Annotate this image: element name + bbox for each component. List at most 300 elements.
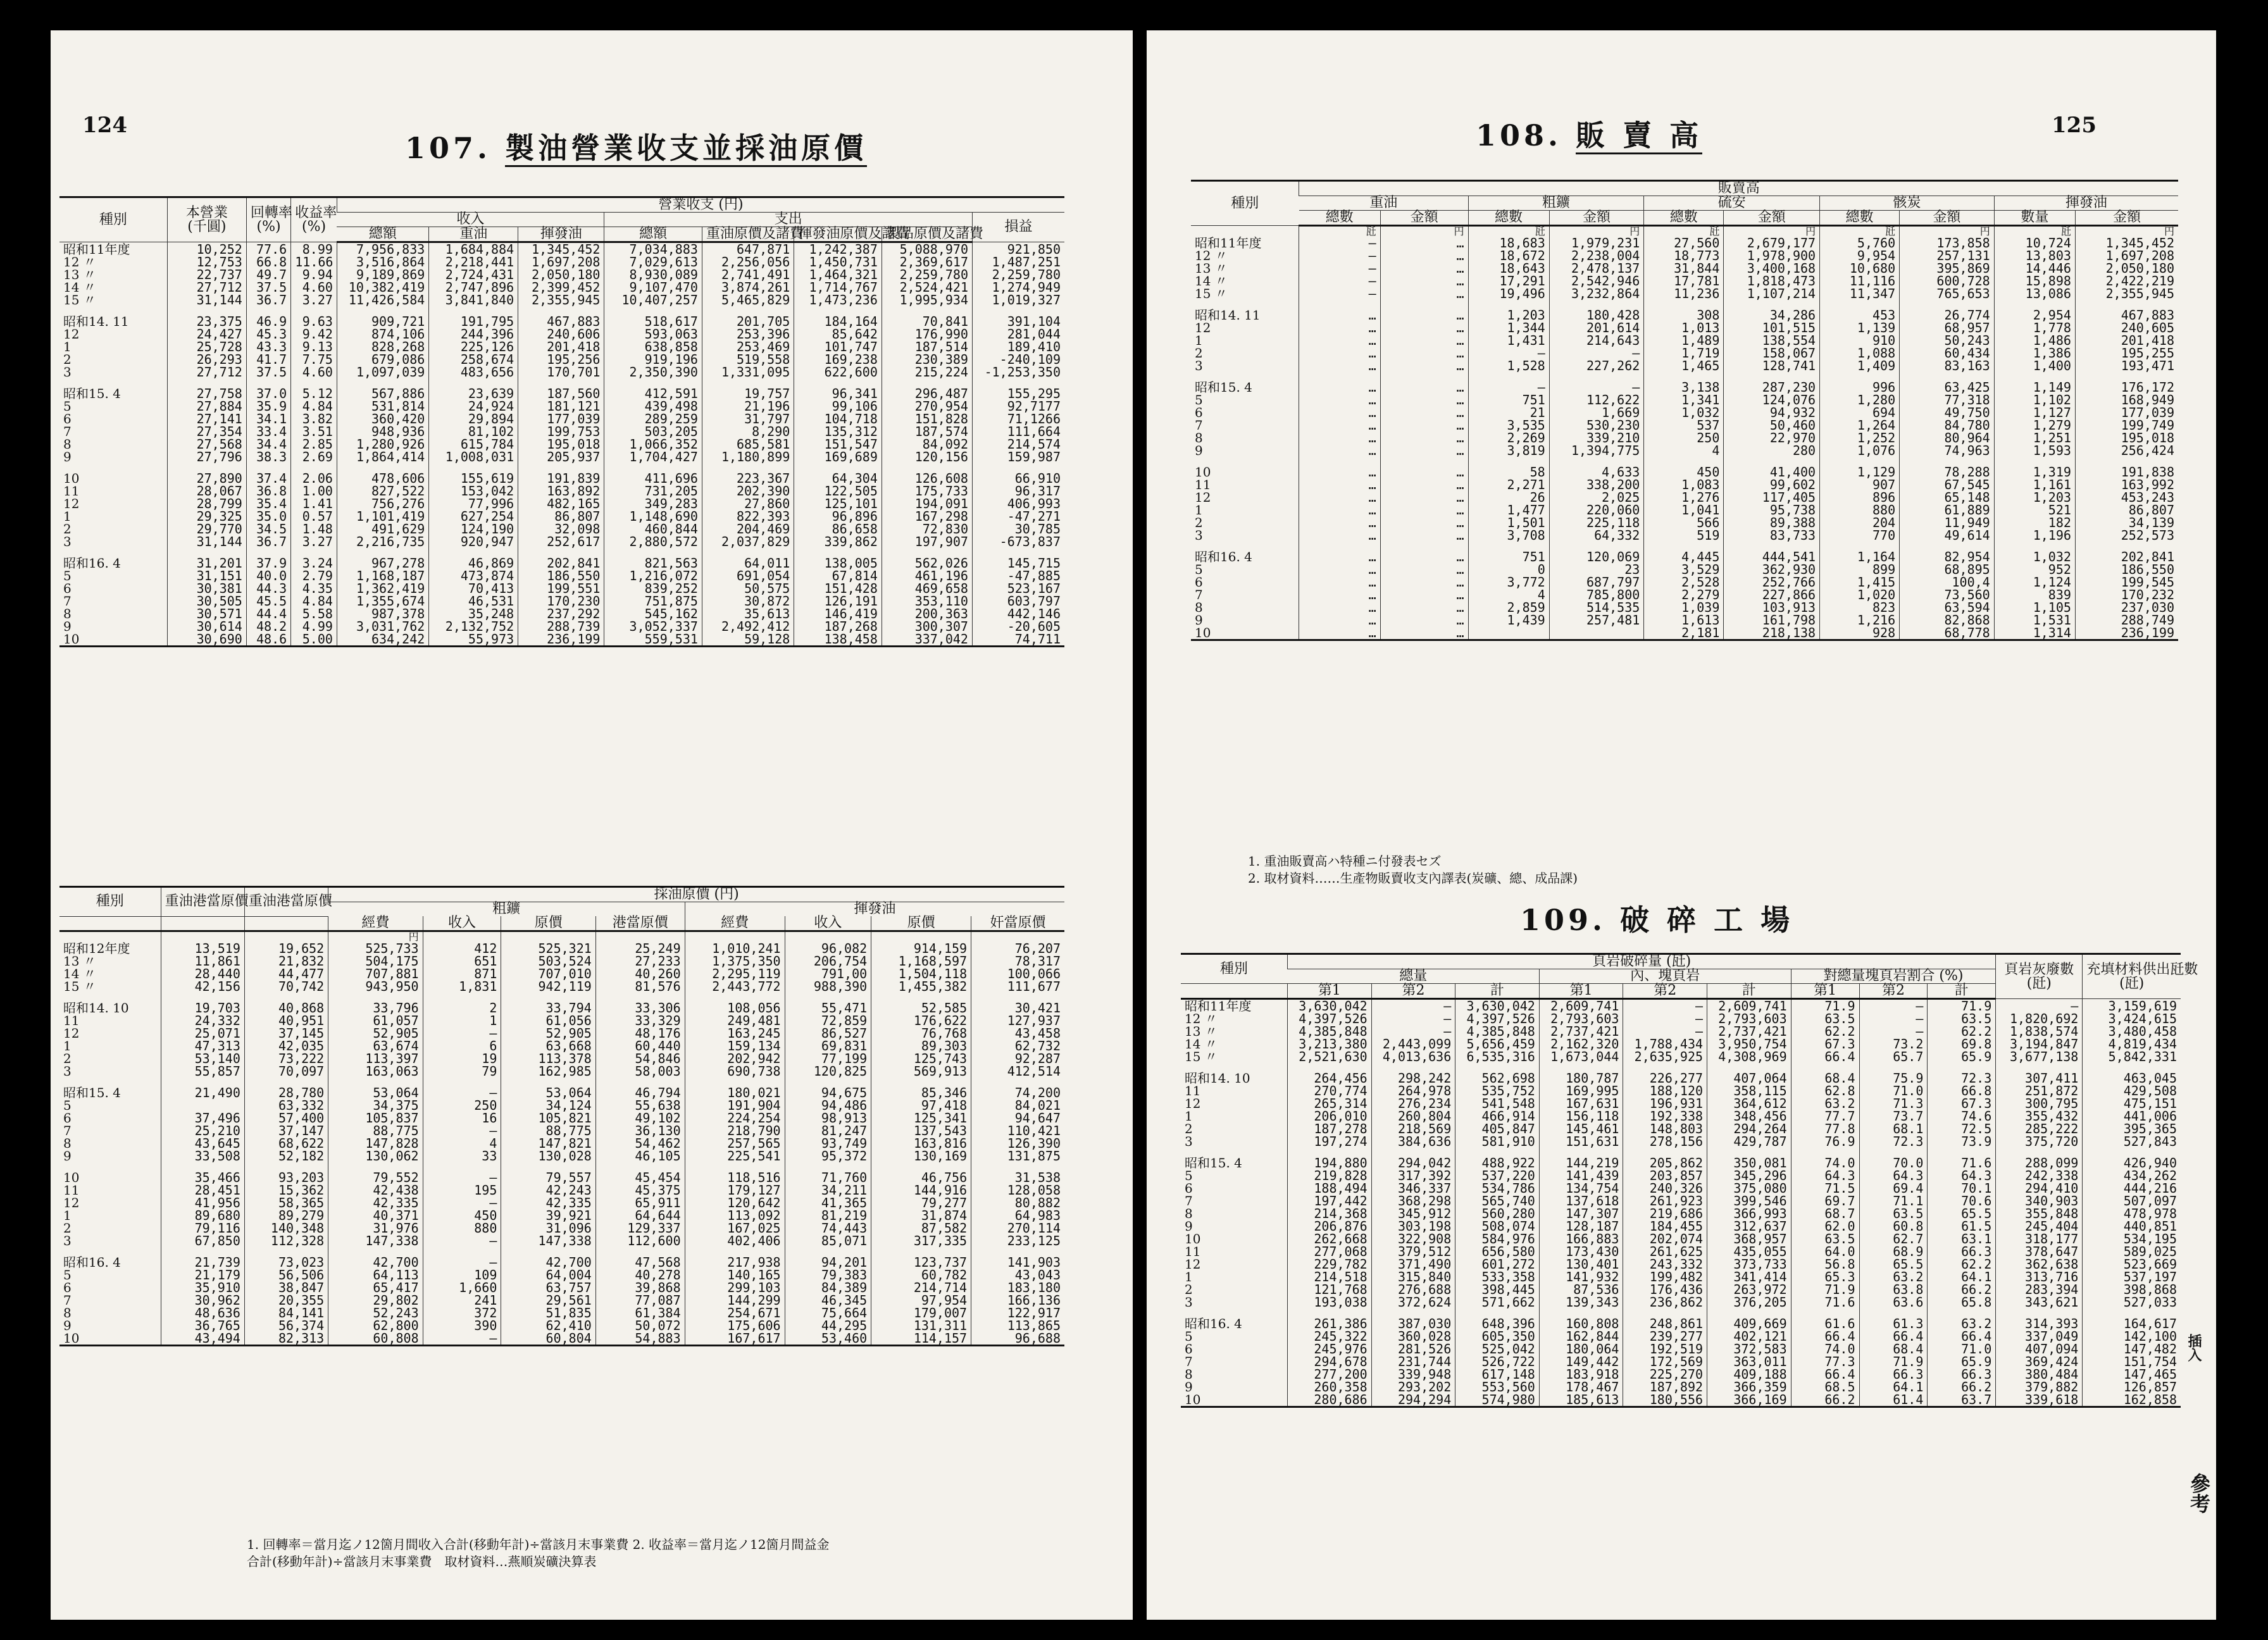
table-cell: 527,843 (2083, 1135, 2181, 1148)
table-row (1191, 478, 2178, 491)
table-cell: 61.3 (1859, 1308, 1928, 1330)
table-cell: 101,747 (794, 340, 882, 353)
col-1: 第1 (1791, 984, 1859, 999)
table-cell: … (1380, 262, 1468, 275)
table-cell: 537,197 (2083, 1270, 2181, 1283)
h-inner: 內、塊頁岩 (1539, 969, 1791, 984)
table-cell: 10,724 (1994, 237, 2075, 249)
table-row (1191, 516, 2178, 529)
table-cell: 21,196 (702, 400, 794, 413)
table-cell: 69,831 (785, 1040, 871, 1052)
table-cell: 337,042 (882, 633, 972, 647)
table-row (59, 366, 1064, 378)
row-label: 11 (63, 1013, 80, 1028)
table-cell: 1,673,044 (1539, 1050, 1623, 1063)
table-row (1191, 444, 2178, 457)
table-cell: 4,397,526 (1288, 1012, 1372, 1025)
table-cell: 601,272 (1455, 1258, 1540, 1270)
table-cell: 55,857 (161, 1065, 244, 1078)
table-cell: 7.75 (291, 353, 337, 366)
table-cell: 909,721 (337, 306, 428, 328)
footnote-line: 合計(移動年計)÷當該月末事業費 取材資料…燕順炭礦決算表 (247, 1554, 597, 1569)
table-cell: 2.06 (291, 463, 337, 485)
table-cell: 1,097,039 (337, 366, 428, 378)
table-cell: 1,820,692 (1996, 1012, 2083, 1025)
table-cell: 4.35 (291, 582, 337, 595)
table-cell: 1,127 (1994, 406, 2075, 419)
table-cell: 229,782 (1288, 1258, 1372, 1270)
table-cell: 434,262 (2083, 1169, 2181, 1182)
table-cell: 151,754 (2083, 1355, 2181, 1368)
table-cell: 412 (423, 942, 501, 955)
table-cell: 87,582 (871, 1222, 971, 1234)
table-title-text: 製油營業收支並採油原價 (505, 131, 867, 167)
table-cell: 2.85 (291, 438, 337, 450)
row-label: 5 (63, 1098, 72, 1113)
table-cell: 96,341 (794, 378, 882, 400)
table-cell: 206,010 (1288, 1110, 1372, 1122)
table-cell: 68.5 (1791, 1381, 1859, 1393)
table-row (1181, 1296, 2181, 1308)
table-cell: 52,243 (328, 1307, 423, 1319)
table-cell: 39,921 (501, 1209, 595, 1222)
footnote-line: 1. 重油販賣高ハ特種ニ付發表セズ (1248, 854, 1442, 869)
table-cell: 345,912 (1371, 1207, 1455, 1220)
table-cell: 257,565 (685, 1137, 785, 1150)
table-cell: 2,679,177 (1724, 237, 1820, 249)
table-cell: 339,210 (1549, 432, 1644, 444)
table-cell: 387,030 (1371, 1308, 1455, 1330)
table-cell: 68,622 (244, 1137, 328, 1150)
table-cell: 584,976 (1455, 1233, 1540, 1245)
table-row (1181, 1220, 2181, 1233)
table-cell: 258,674 (429, 353, 518, 366)
table-cell: 37,496 (161, 1112, 244, 1124)
table-row (59, 967, 1064, 980)
table-cell: 131,875 (971, 1150, 1064, 1162)
table-row (59, 1124, 1064, 1137)
table-row (59, 1332, 1064, 1346)
table-cell: 407,064 (1707, 1063, 1791, 1084)
table-cell: 195,255 (2075, 347, 2178, 359)
table-cell: 3,708 (1468, 529, 1549, 542)
table-cell: 29,561 (501, 1294, 595, 1307)
table-cell: 73.9 (1928, 1135, 1996, 1148)
row-label: 7 (1195, 418, 1203, 433)
table-cell: 346,337 (1371, 1182, 1455, 1195)
table-cell: 1,431 (1468, 334, 1549, 347)
table-row (1181, 1038, 2181, 1050)
group-header: 販賣高 (1299, 181, 2178, 196)
table-cell: 1,486 (1994, 334, 2075, 347)
table-cell: 300,307 (882, 620, 972, 633)
table-cell: 82,313 (244, 1332, 328, 1346)
table-cell: 3,950,754 (1707, 1038, 1791, 1050)
table-cell: 70.1 (1928, 1182, 1996, 1195)
table-cell: 80,882 (971, 1196, 1064, 1209)
table-cell: 1,487,251 (972, 256, 1064, 268)
table-cell: 1,439 (1468, 614, 1549, 626)
row-label: 5 (63, 1267, 72, 1283)
table-cell: 756,276 (337, 497, 428, 510)
row-label: 1 (63, 509, 72, 524)
table-cell: 30,381 (167, 582, 246, 595)
table-cell: 928 (1820, 626, 1900, 640)
table-cell: 707,881 (328, 967, 423, 980)
unit-cell: 円 (1724, 226, 1820, 237)
table-cell: — (423, 1162, 501, 1184)
table-cell: 2,050,180 (518, 268, 604, 281)
table-cell: 180,787 (1539, 1063, 1623, 1084)
table-cell: 322,908 (1371, 1233, 1455, 1245)
table-cell: 122,917 (971, 1307, 1064, 1319)
table-cell: 22,970 (1724, 432, 1820, 444)
table-cell: 44,295 (785, 1319, 871, 1332)
table-cell: 751 (1468, 394, 1549, 406)
table-cell: 155,295 (972, 378, 1064, 400)
table-cell: 2,216,735 (337, 535, 428, 548)
table-cell: 42,335 (328, 1196, 423, 1209)
table-cell: 412,591 (604, 378, 702, 400)
table-cell: 11,236 (1644, 287, 1724, 300)
table-cell: … (1380, 542, 1468, 563)
table-cell: 215,224 (882, 366, 972, 378)
table-cell: 170,230 (518, 595, 604, 607)
table-cell: 173,430 (1539, 1245, 1623, 1258)
table-cell: 72.3 (1928, 1063, 1996, 1084)
table-cell: … (1380, 334, 1468, 347)
table-cell: 31,874 (871, 1209, 971, 1222)
row-label: 1 (63, 339, 72, 354)
table-cell: 27,141 (167, 413, 246, 425)
col-crude-port-cost: 重油港當原價 (161, 887, 244, 917)
table-cell: 294,294 (1371, 1393, 1455, 1407)
table-cell: 31,151 (167, 569, 246, 582)
table-cell: 121,768 (1288, 1283, 1372, 1296)
table-cell: 166,136 (971, 1294, 1064, 1307)
table-row (59, 463, 1064, 485)
row-label: 昭和16. 4 (63, 1255, 121, 1270)
table-cell: 467,883 (2075, 300, 2178, 321)
table-row (59, 1112, 1064, 1124)
table-cell: 363,011 (1707, 1355, 1791, 1368)
table-cell: 910 (1820, 334, 1900, 347)
table-cell: 53,064 (328, 1078, 423, 1099)
table-cell: 277,068 (1288, 1245, 1372, 1258)
table-cell: 294,042 (1371, 1148, 1455, 1169)
table-cell: 68.7 (1791, 1207, 1859, 1220)
table-cell: … (1380, 504, 1468, 516)
table-cell: 369,424 (1996, 1355, 2083, 1368)
table-cell: … (1380, 300, 1468, 321)
table-cell: 372,583 (1707, 1343, 1791, 1355)
table-cell: 3.27 (291, 294, 337, 306)
table-row (1191, 601, 2178, 614)
table-cell: … (1299, 614, 1380, 626)
table-cell: -20,605 (972, 620, 1064, 633)
table-cell: 159,987 (972, 450, 1064, 463)
table-cell: 77,318 (1900, 394, 1995, 406)
table-cell: … (1299, 588, 1380, 601)
table-cell: 214,368 (1288, 1207, 1372, 1220)
row-label: 11 (1185, 1244, 1201, 1259)
table-cell: 1,148,690 (604, 510, 702, 523)
table-cell: 37.4 (246, 463, 290, 485)
table-cell: 1,203 (1994, 491, 2075, 504)
table-row (1191, 576, 2178, 588)
table-cell: … (1380, 529, 1468, 542)
row-label: 昭和15. 4 (63, 386, 121, 401)
row-label: 昭和14. 11 (1195, 308, 1261, 323)
table-row (59, 535, 1064, 548)
table-cell: 101,515 (1724, 321, 1820, 334)
col-sum: 計 (1928, 984, 1996, 999)
table-cell: 1,697,208 (2075, 249, 2178, 262)
table-cell: 391,104 (972, 306, 1064, 328)
table-cell: 24,332 (161, 1014, 244, 1027)
table-cell: 366,359 (1707, 1381, 1791, 1393)
table-cell: 57,400 (244, 1112, 328, 1124)
table-cell: 70,097 (244, 1065, 328, 1078)
table-cell: 192,338 (1623, 1110, 1707, 1122)
col-2: 第2 (1859, 984, 1928, 999)
table-cell: 86,807 (2075, 504, 2178, 516)
row-label: 5 (1185, 1168, 1193, 1183)
table-row (59, 438, 1064, 450)
table-cell: 50,243 (1900, 334, 1995, 347)
table-cell: 64,011 (702, 548, 794, 569)
table-cell: 46,756 (871, 1162, 971, 1184)
col-port-cost: 港當原價 (595, 916, 685, 931)
table-cell: 77,199 (785, 1052, 871, 1065)
table-cell: 3,535 (1468, 419, 1549, 432)
row-label: 10 (63, 1170, 80, 1185)
col-qty: 總數 (1820, 211, 1900, 226)
table-cell: 34.5 (246, 523, 290, 535)
table-cell: 1,314 (1994, 626, 2075, 640)
col-turnover: 回轉率 (%) (246, 197, 290, 242)
table-cell: 65.5 (1928, 1207, 1996, 1220)
table-cell: 30,614 (167, 620, 246, 633)
table-cell: 249,481 (685, 1014, 785, 1027)
table-cell: 2,747,896 (429, 281, 518, 294)
table-number: 107. (405, 131, 492, 165)
table-cell: 2,542,946 (1549, 275, 1644, 287)
table-cell: 34,139 (2075, 516, 2178, 529)
table-cell: 168,949 (2075, 394, 2178, 406)
table-cell: 37.5 (246, 366, 290, 378)
table-cell: — (1996, 999, 2083, 1013)
table-row (59, 1184, 1064, 1196)
table-cell: 303,198 (1371, 1220, 1455, 1233)
table-cell: 40.0 (246, 569, 290, 582)
table-107-income (59, 196, 1064, 647)
left-page (51, 30, 1133, 1620)
table-cell: 450 (423, 1209, 501, 1222)
col-heavy-port-cost: 重油港當原價 (244, 887, 328, 917)
table-cell: 173,858 (1900, 237, 1995, 249)
row-label: 11 (1195, 477, 1211, 492)
table-cell: -240,109 (972, 353, 1064, 366)
table-cell: 156,118 (1539, 1110, 1623, 1122)
table-cell: 366,993 (1707, 1207, 1791, 1220)
table-cell: 70,841 (882, 306, 972, 328)
table-cell: 147,821 (501, 1137, 595, 1150)
table-cell: 11,116 (1820, 275, 1900, 287)
table-cell: 88,775 (328, 1124, 423, 1137)
table-cell: 73,222 (244, 1052, 328, 1065)
table-cell: 66.8 (1928, 1084, 1996, 1097)
table-cell: 148,803 (1623, 1122, 1707, 1135)
table-cell: 81,247 (785, 1124, 871, 1137)
table-cell: 40,260 (595, 967, 685, 980)
table-cell: 571,662 (1455, 1296, 1540, 1308)
row-label: 10 (1195, 464, 1211, 480)
table-cell: 49,614 (1900, 529, 1995, 542)
table-cell: — (423, 1196, 501, 1209)
table-row (1191, 321, 2178, 334)
table-cell: 55,973 (429, 633, 518, 647)
table-cell: 64.0 (1791, 1245, 1859, 1258)
table-cell: 2,259,780 (882, 268, 972, 281)
table-cell: 1,216,072 (604, 569, 702, 582)
table-cell: 4,013,636 (1371, 1050, 1455, 1063)
table-cell: 26,774 (1900, 300, 1995, 321)
table-cell: 9,954 (1820, 249, 1900, 262)
table-cell: 1,013 (1644, 321, 1724, 334)
table-cell: 180,428 (1549, 300, 1644, 321)
table-cell: 73.2 (1859, 1038, 1928, 1050)
table-cell: 37.0 (246, 378, 290, 400)
table-cell: 43,494 (161, 1332, 244, 1346)
table-cell: 128,058 (971, 1184, 1064, 1196)
table-cell: 28,799 (167, 497, 246, 510)
table-cell: 4.99 (291, 620, 337, 633)
table-cell: 593,063 (604, 328, 702, 340)
table-cell: … (1380, 478, 1468, 491)
table-cell: 64.3 (1928, 1169, 1996, 1182)
table-cell: 3,400,168 (1724, 262, 1820, 275)
table-cell: 63,425 (1900, 372, 1995, 394)
row-label: 3 (63, 534, 72, 549)
table-cell: 35,248 (429, 607, 518, 620)
table-cell: 2,259,780 (972, 268, 1064, 281)
table-cell: 19,652 (244, 942, 328, 955)
row-label: 5 (1195, 562, 1203, 577)
table-cell: 53,140 (161, 1052, 244, 1065)
unit-cell: 瓩 (1644, 226, 1724, 237)
table-cell: — (423, 1332, 501, 1346)
table-cell: 5,088,970 (882, 242, 972, 256)
table-cell: 270,774 (1288, 1084, 1372, 1097)
table-cell: 163,245 (685, 1027, 785, 1040)
table-cell: 114,157 (871, 1332, 971, 1346)
col-income-vol: 收入 (785, 916, 871, 931)
table-cell: 23,375 (167, 306, 246, 328)
table-cell: 18,643 (1468, 262, 1549, 275)
table-cell: 534,195 (2083, 1233, 2181, 1245)
table-row (59, 569, 1064, 582)
table-cell: — (1371, 999, 1455, 1013)
table-cell: 2 (423, 993, 501, 1014)
table-cell: 340,903 (1996, 1195, 2083, 1207)
table-cell: … (1380, 444, 1468, 457)
table-cell: 473,874 (429, 569, 518, 582)
table-cell: 1,473,236 (794, 294, 882, 306)
table-cell: 147,338 (501, 1234, 595, 1247)
table-cell: 226,277 (1623, 1063, 1707, 1084)
table-cell: 21,490 (161, 1078, 244, 1099)
table-cell: 204 (1820, 516, 1900, 529)
table-cell: 122,505 (794, 485, 882, 497)
table-cell: 94,201 (785, 1247, 871, 1269)
table-cell: 65.9 (1928, 1050, 1996, 1063)
table-cell: 197,907 (882, 535, 972, 548)
table-cell: 871 (423, 967, 501, 980)
table-cell: 141,932 (1539, 1270, 1623, 1283)
table-cell: 2,737,421 (1707, 1025, 1791, 1038)
table-row (59, 306, 1064, 328)
table-cell: 191,795 (429, 306, 518, 328)
table-cell: 9.13 (291, 340, 337, 353)
table-cell: 1 (423, 1014, 501, 1027)
table-cell: 2,524,421 (882, 281, 972, 294)
table-cell: 61.6 (1791, 1308, 1859, 1330)
row-label: 14 〃 (63, 280, 96, 295)
table-cell: 1,019,327 (972, 294, 1064, 306)
table-cell (1468, 626, 1549, 640)
table-cell: 478,978 (2083, 1207, 2181, 1220)
table-cell: — (1371, 1025, 1455, 1038)
table-cell: 94,647 (971, 1112, 1064, 1124)
col-amount: 金額 (1724, 211, 1820, 226)
table-cell: 948,936 (337, 425, 428, 438)
table-cell: 70.0 (1859, 1148, 1928, 1169)
table-cell: 7,034,883 (604, 242, 702, 256)
table-cell: 264,978 (1371, 1084, 1455, 1097)
table-cell: 96,082 (785, 942, 871, 955)
table-cell: 202,074 (1623, 1233, 1707, 1245)
row-label: 7 (63, 424, 72, 439)
table-cell: 402,121 (1707, 1330, 1791, 1343)
table-cell: 79,116 (161, 1222, 244, 1234)
col-category: 種別 (59, 887, 161, 917)
table-cell: 65.5 (1859, 1258, 1928, 1270)
table-cell: 180,021 (685, 1078, 785, 1099)
table-cell: … (1299, 444, 1380, 457)
table-cell: 478,606 (337, 463, 428, 485)
table-cell: 64.3 (1859, 1169, 1928, 1182)
table-cell: 519 (1644, 529, 1724, 542)
table-cell: 110,421 (971, 1124, 1064, 1137)
table-cell: … (1380, 237, 1468, 249)
table-cell: 61.4 (1859, 1393, 1928, 1407)
row-label: 昭和11年度 (1185, 998, 1252, 1014)
table-cell: 205,937 (518, 450, 604, 463)
table-cell: 65.9 (1928, 1355, 1996, 1368)
table-cell: 1,076 (1820, 444, 1900, 457)
table-cell: 61,056 (501, 1014, 595, 1027)
table-cell: 59,128 (702, 633, 794, 647)
table-row (59, 1099, 1064, 1112)
table-cell: 1,196 (1994, 529, 2075, 542)
table-cell: 2,443,772 (685, 980, 785, 993)
table-cell: 395,365 (2083, 1122, 2181, 1135)
table-cell: 525,042 (1455, 1343, 1540, 1355)
table-cell: 2,724,431 (429, 268, 518, 281)
table-cell: 2,954 (1994, 300, 2075, 321)
table-cell: 35,613 (702, 607, 794, 620)
